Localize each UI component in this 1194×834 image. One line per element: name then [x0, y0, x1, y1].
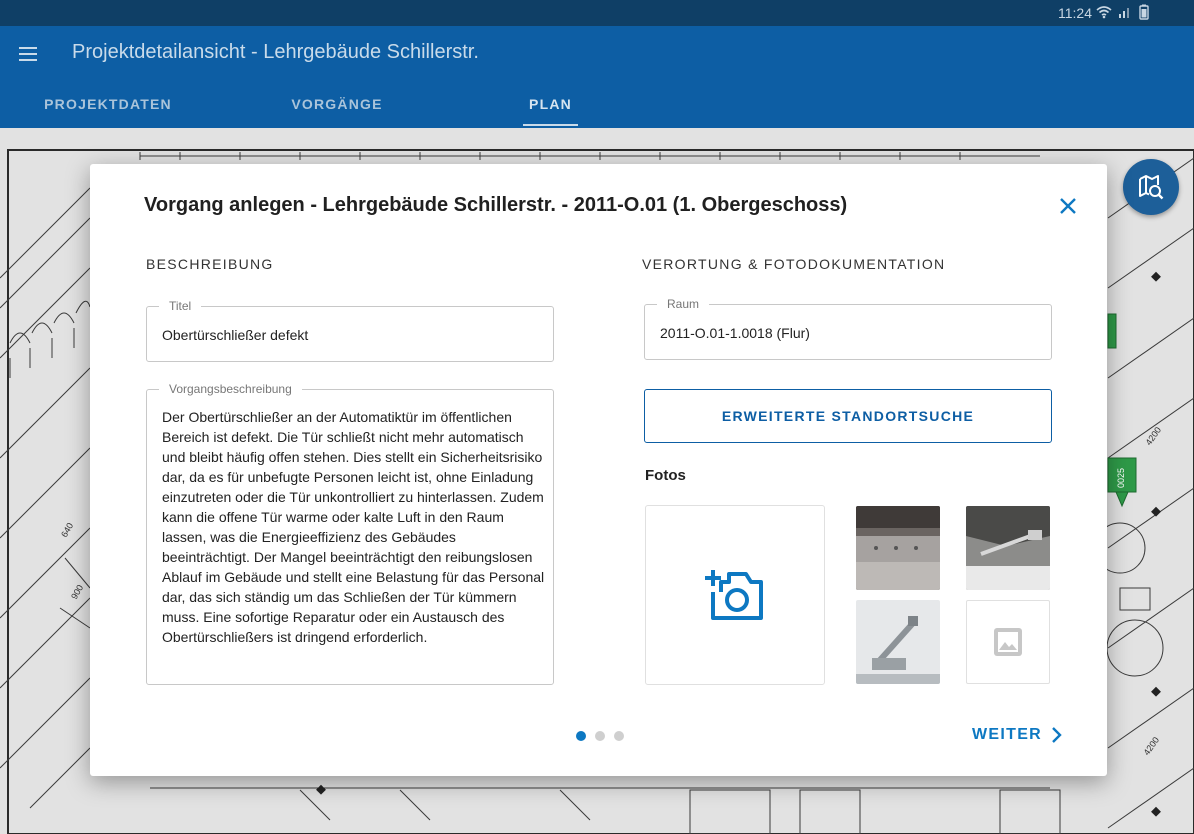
room-field-value: 2011-O.01-1.0018 (Flur)	[660, 325, 810, 341]
battery-icon	[1138, 4, 1150, 20]
app-bar	[0, 26, 1194, 128]
photos-label: Fotos	[645, 467, 686, 484]
section-location-header: VERORTUNG & FOTODOKUMENTATION	[642, 256, 946, 272]
add-photo-icon	[703, 568, 767, 622]
description-field[interactable]	[146, 382, 554, 685]
plan-dimension-4: 900	[69, 582, 86, 601]
add-photo-button[interactable]	[645, 505, 825, 685]
menu-icon[interactable]	[16, 42, 40, 66]
dialog-title: Vorgang anlegen - Lehrgebäude Schillerstr. - 2011-O.01 (1. Obergeschoss)	[144, 194, 848, 216]
map-search-button[interactable]	[1123, 159, 1179, 215]
photo-thumbnail[interactable]	[966, 506, 1050, 590]
door-closer-photo-1	[856, 506, 940, 590]
app-title: Projektdetailansicht - Lehrgebäude Schillerstr.	[72, 41, 479, 63]
tab-projektdaten[interactable]: PROJEKTDATEN	[44, 96, 172, 112]
photo-placeholder[interactable]	[966, 600, 1050, 684]
tab-bar	[0, 96, 1194, 128]
room-field-label: Raum	[657, 297, 709, 311]
photo-thumbnail[interactable]	[856, 600, 940, 684]
plan-dimension-1: 4200	[1143, 425, 1164, 448]
page-dot[interactable]	[576, 731, 586, 741]
section-description-header: BESCHREIBUNG	[146, 256, 274, 272]
status-icons	[1096, 4, 1150, 20]
room-field[interactable]	[644, 297, 1052, 360]
page-dot[interactable]	[614, 731, 624, 741]
plan-pin-label: 0025	[1116, 467, 1126, 488]
title-field-label: Titel	[159, 299, 201, 313]
status-time: 11:24	[1058, 5, 1092, 21]
next-button-label: WEITER	[972, 726, 1043, 743]
plan-dimension-2: 4200	[1141, 735, 1162, 758]
tab-plan[interactable]: PLAN	[529, 96, 572, 112]
signal-icon	[1118, 4, 1132, 20]
description-field-value: Der Obertürschließer an der Automatiktür im öffentlichen Bereich ist defekt. Die Tür schließt nicht mehr automatisch und bleibt häufig offen stehen. Dies stellt ein Sicherheitsrisiko dar, da es für unbefugte Personen leicht ist, ohne Einladung einzutreten oder die Tür unkontrolliert zu hinterlassen. Zudem kann die offene Tür warme oder kalte Luft in den Raum lassen, was die Energieeffizienz des Gebäudes beeinträchtigt. Der Mangel beeinträchtigt den reibungslosen Ablauf im Gebäude und stellt eine Belastung für das Personal dar, das sich ständig um das Schließen der Tür kümmern muss. Eine sofortige Reparatur oder ein Austausch des Obertürschließers ist dringend erforderlich.	[162, 409, 545, 645]
door-closer-photo-3	[856, 600, 940, 684]
next-button[interactable]	[972, 726, 1062, 744]
page-dot[interactable]	[595, 731, 605, 741]
extended-location-search-button[interactable]: ERWEITERTE STANDORTSUCHE	[644, 389, 1052, 443]
close-icon[interactable]	[1056, 194, 1080, 218]
create-issue-dialog	[90, 164, 1107, 776]
chevron-right-icon	[1050, 726, 1062, 744]
status-bar	[0, 0, 1194, 26]
photo-thumbnail[interactable]	[856, 506, 940, 590]
description-field-label: Vorgangsbeschreibung	[159, 382, 302, 396]
title-field-value: Obertürschließer defekt	[162, 327, 309, 343]
wifi-icon	[1096, 4, 1112, 20]
door-closer-photo-2	[966, 506, 1050, 590]
plan-dimension-3: 640	[59, 520, 76, 539]
tab-indicator	[523, 124, 578, 126]
image-placeholder-icon	[992, 626, 1024, 658]
pagination-dots	[576, 731, 624, 741]
title-field[interactable]	[146, 299, 554, 362]
map-search-icon	[1137, 173, 1165, 201]
tab-vorgaenge[interactable]: VORGÄNGE	[291, 96, 383, 112]
